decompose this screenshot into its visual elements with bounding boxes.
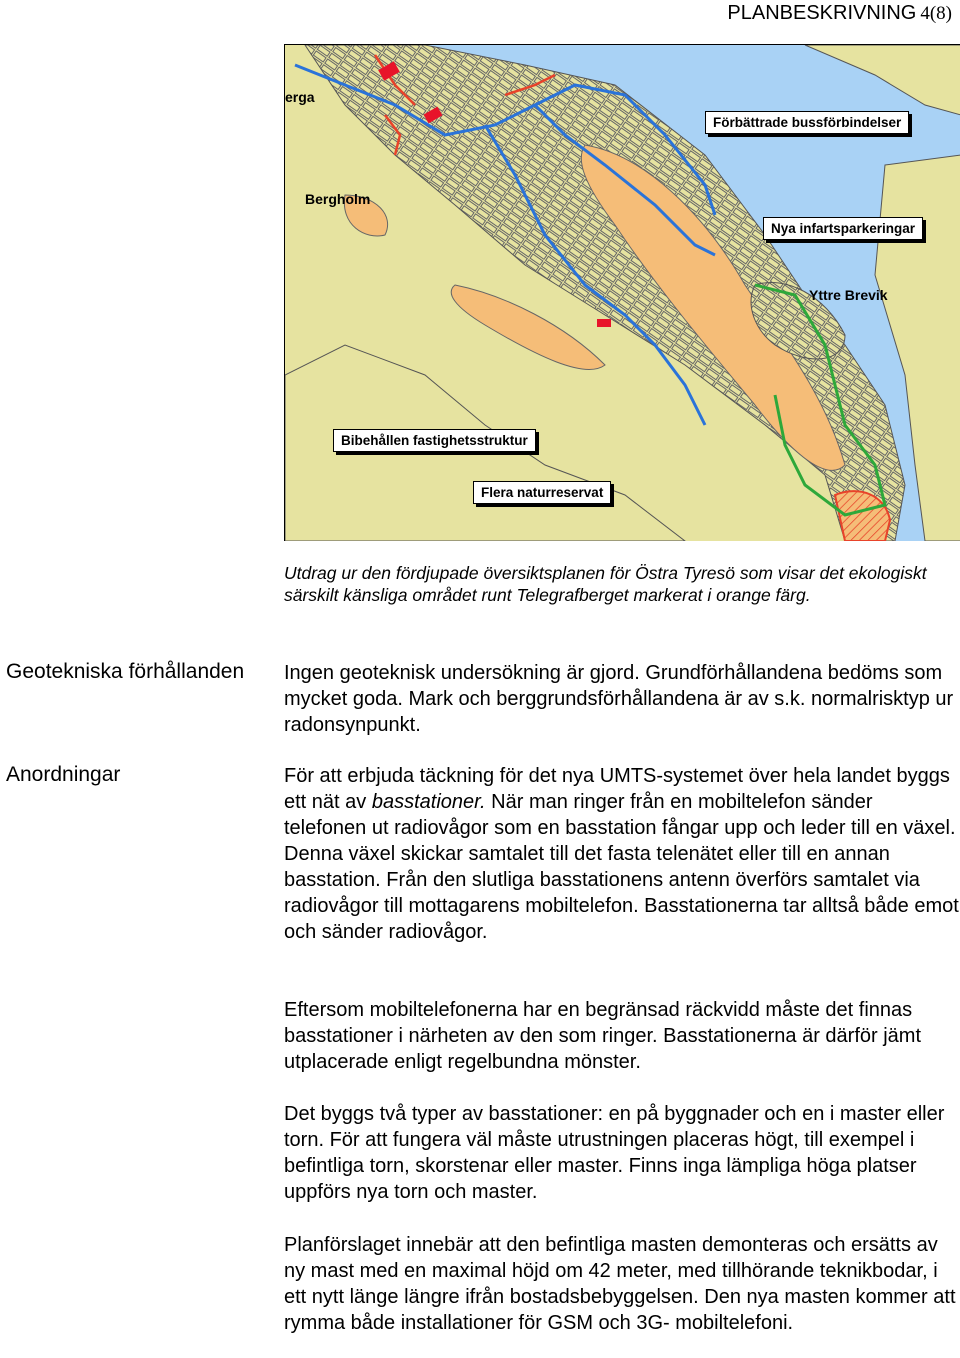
para1-text-a: För att erbjuda täckning för det nya UMTS-systemet över hela landet byggs ett nät av (284, 765, 950, 813)
callout-nature-reserves: Flera naturreservat (473, 481, 611, 504)
map-label-yttre-brevik: Yttre Brevik (809, 287, 888, 303)
overview-map (284, 44, 960, 541)
section-title-geotechnics: Geotekniska förhållanden (6, 660, 245, 683)
callout-parking: Nya infartsparkeringar (763, 217, 923, 240)
para1-text-c: När man ringer från en mobiltelefon sänder telefonen ut radiovågor som en basstation fångar upp och leder till en växel. Denna växel skickar samtalet till det fasta telenätet eller till en annan basstation. Från den slutliga basstationens antenn överförs samtalet via radiovågor till mottagarens mobiltelefon. Basstationerna tar alltså både emot och sänder radiovågor. (284, 791, 959, 943)
page-number: 4(8) (920, 3, 952, 24)
map-caption: Utdrag ur den fördjupade översiktsplanen för Östra Tyresö som visar det ekologiskt särskilt känsliga området runt Telegrafberget markerat i orange färg. (284, 563, 927, 605)
section-title-installations: Anordningar (6, 763, 121, 786)
page-header (727, 2, 952, 25)
installations-paragraph-4: Planförslaget innebär att den befintliga masten demonteras och ersätts av ny mast med en maximal höjd om 42 meter, med tillhörande teknikbodar, i ett nytt länge längre ifrån bostadsbebyggelsen. Den nya masten kommer att rymma både installationer för GSM och 3G- mobiltelefoni. (284, 1234, 956, 1334)
installations-paragraph-3: Det byggs två typer av basstationer: en på byggnader och en i master eller torn. För att fungera väl måste utrustningen placeras högt, till exempel i befintliga torn, skorstenar eller master. Finns inga lämpliga höga platser uppförs nya torn och master. (284, 1103, 945, 1203)
callout-bus: Förbättrade bussförbindelser (705, 111, 909, 134)
installations-paragraph-1 (284, 763, 960, 945)
installations-paragraph-2: Eftersom mobiltelefonerna har en begränsad räckvidd måste det finnas basstationer i närheten av den som ringer. Basstationerna är därför jämt utplacerade enligt regelbundna mönster. (284, 999, 922, 1073)
document-title: PLANBESKRIVNING (727, 2, 917, 24)
para1-term-basstationer: basstationer. (371, 791, 486, 813)
callout-property-structure: Bibehållen fastighetsstruktur (333, 429, 536, 452)
geotechnics-text: Ingen geoteknisk undersökning är gjord. Grundförhållandena bedöms som mycket goda. Mark och berggrundsförhållandena är av s.k. normalrisktyp ur radonsynpunkt. (284, 662, 954, 736)
map-label-bergholm: Bergholm (305, 191, 371, 207)
map-label-erga: erga (285, 89, 315, 105)
